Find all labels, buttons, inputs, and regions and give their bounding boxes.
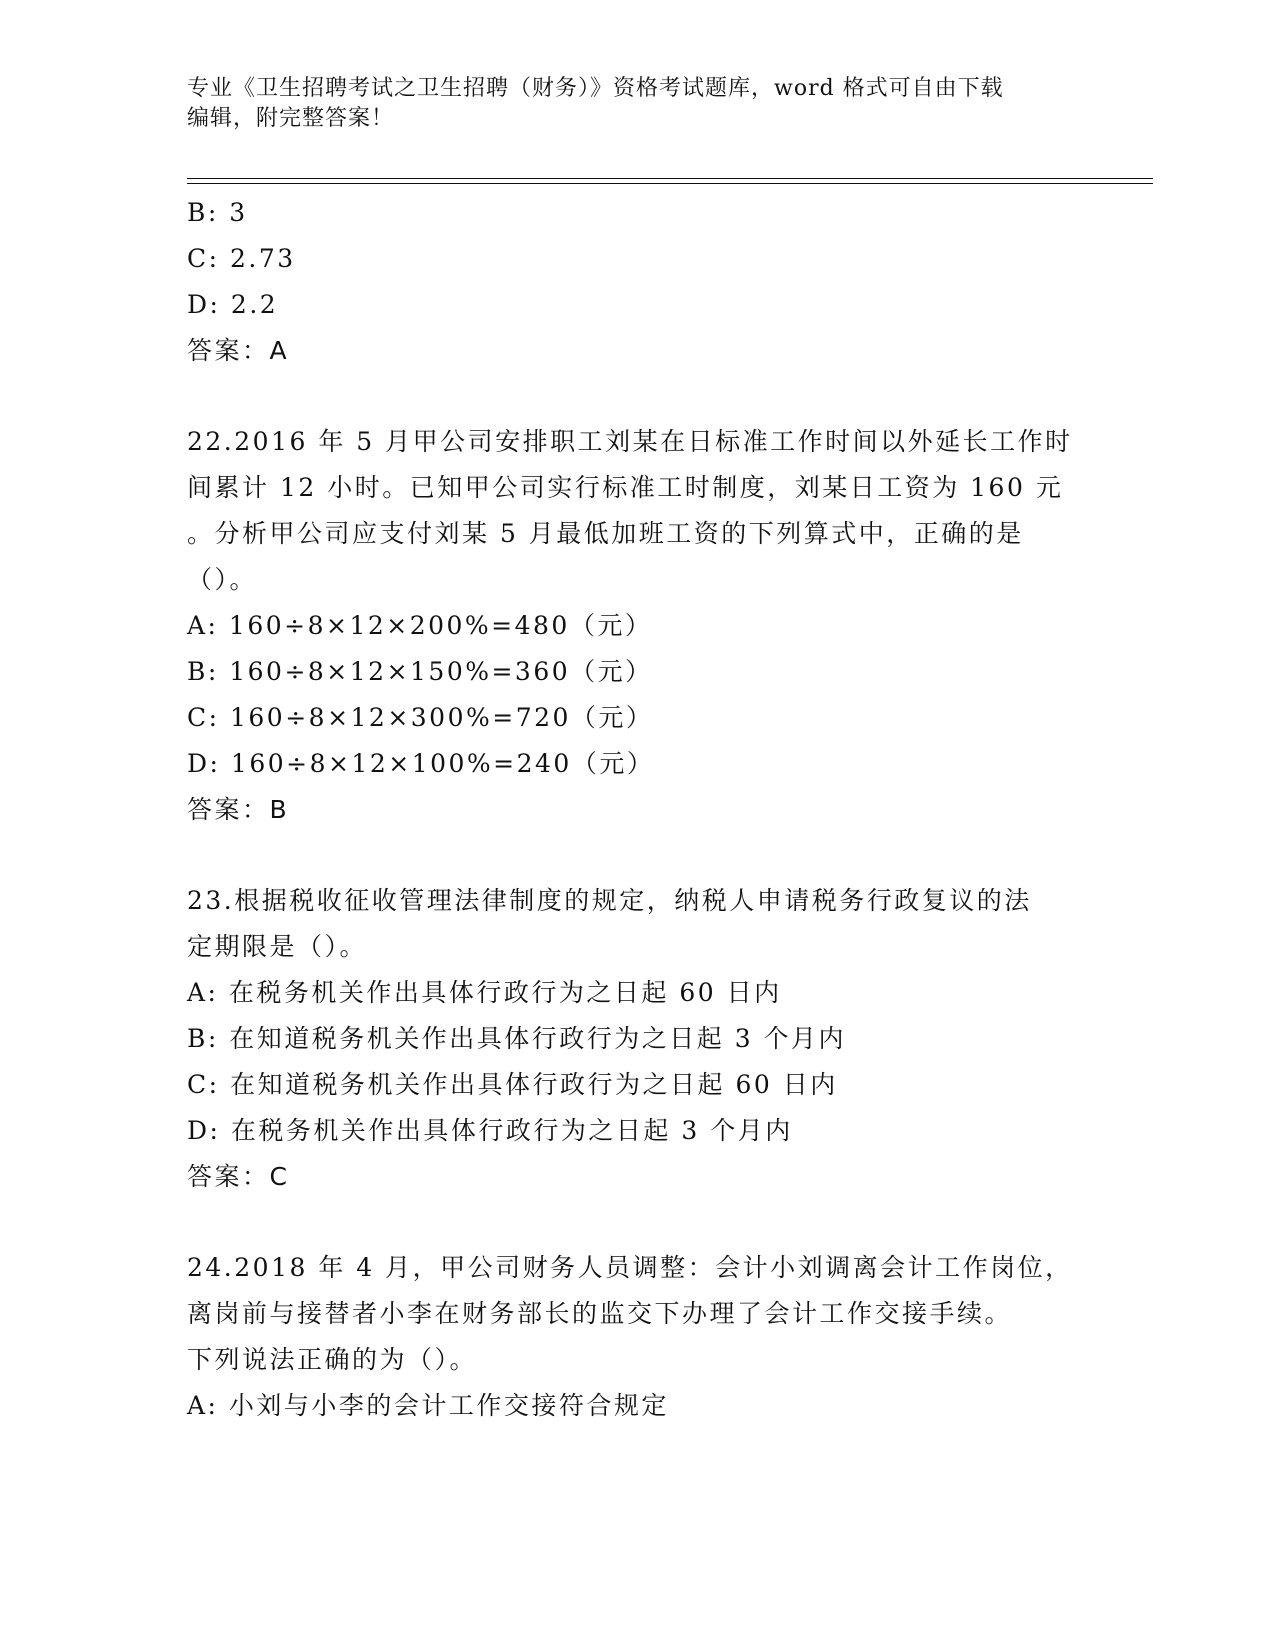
header-divider-bottom	[187, 183, 1153, 184]
q22-answer: 答案：B	[187, 795, 290, 824]
q21-option-d: D: 2.2	[187, 290, 279, 319]
q21-option-c: C: 2.73	[187, 244, 296, 273]
question-22	[187, 419, 1087, 833]
q23-option-a: A: 在税务机关作出具体行政行为之日起 60 日内	[187, 978, 782, 1007]
q23-option-b: B: 在知道税务机关作出具体行政行为之日起 3 个月内	[187, 1024, 847, 1053]
q24-option-a: A: 小刘与小李的会计工作交接符合规定	[187, 1391, 669, 1420]
q22-option-a: A: 160÷8×12×200%=480（元）	[187, 611, 653, 640]
question-content	[187, 190, 1087, 1429]
page-header	[187, 74, 1087, 134]
question-23	[187, 878, 1087, 1200]
q23-option-d: D: 在税务机关作出具体行政行为之日起 3 个月内	[187, 1116, 793, 1145]
q21-answer: 答案：A	[187, 336, 290, 365]
q23-stem-line-1: 23.根据税收征收管理法律制度的规定，纳税人申请税务行政复议的法	[187, 886, 1032, 915]
q22-option-d: D: 160÷8×12×100%=240（元）	[187, 749, 655, 778]
q22-option-c: C: 160÷8×12×300%=720（元）	[187, 703, 654, 732]
q23-option-c: C: 在知道税务机关作出具体行政行为之日起 60 日内	[187, 1070, 838, 1099]
header-line-1: 专业《卫生招聘考试之卫生招聘（财务）》资格考试题库，word 格式可自由下载	[187, 76, 1004, 101]
q22-stem-line-2: 间累计 12 小时。已知甲公司实行标准工时制度，刘某日工资为 160 元	[187, 473, 1064, 502]
spacer	[187, 833, 1087, 878]
q24-stem-line-3: 下列说法正确的为（）。	[187, 1345, 478, 1374]
q23-stem-line-2: 定期限是（）。	[187, 932, 368, 961]
header-divider-top	[187, 178, 1153, 179]
q23-answer: 答案：C	[187, 1162, 290, 1191]
q22-option-b: B: 160÷8×12×150%=360（元）	[187, 657, 653, 686]
spacer	[187, 374, 1087, 419]
question-24	[187, 1245, 1087, 1429]
q22-stem-line-1: 22.2016 年 5 月甲公司安排职工刘某在日标准工作时间以外延长工作时	[187, 427, 1073, 456]
header-line-2: 编辑，附完整答案！	[187, 106, 395, 131]
q21-option-b: B: 3	[187, 198, 248, 227]
spacer	[187, 1200, 1087, 1245]
q24-stem-line-2: 离岗前与接替者小李在财务部长的监交下办理了会计工作交接手续。	[187, 1299, 1013, 1328]
question-21-tail	[187, 190, 1087, 374]
q22-stem-line-3: 。分析甲公司应支付刘某 5 月最低加班工资的下列算式中，正确的是	[187, 519, 1024, 548]
q22-stem-line-4: （）。	[187, 565, 258, 594]
q24-stem-line-1: 24.2018 年 4 月，甲公司财务人员调整：会计小刘调离会计工作岗位，	[187, 1253, 1073, 1282]
